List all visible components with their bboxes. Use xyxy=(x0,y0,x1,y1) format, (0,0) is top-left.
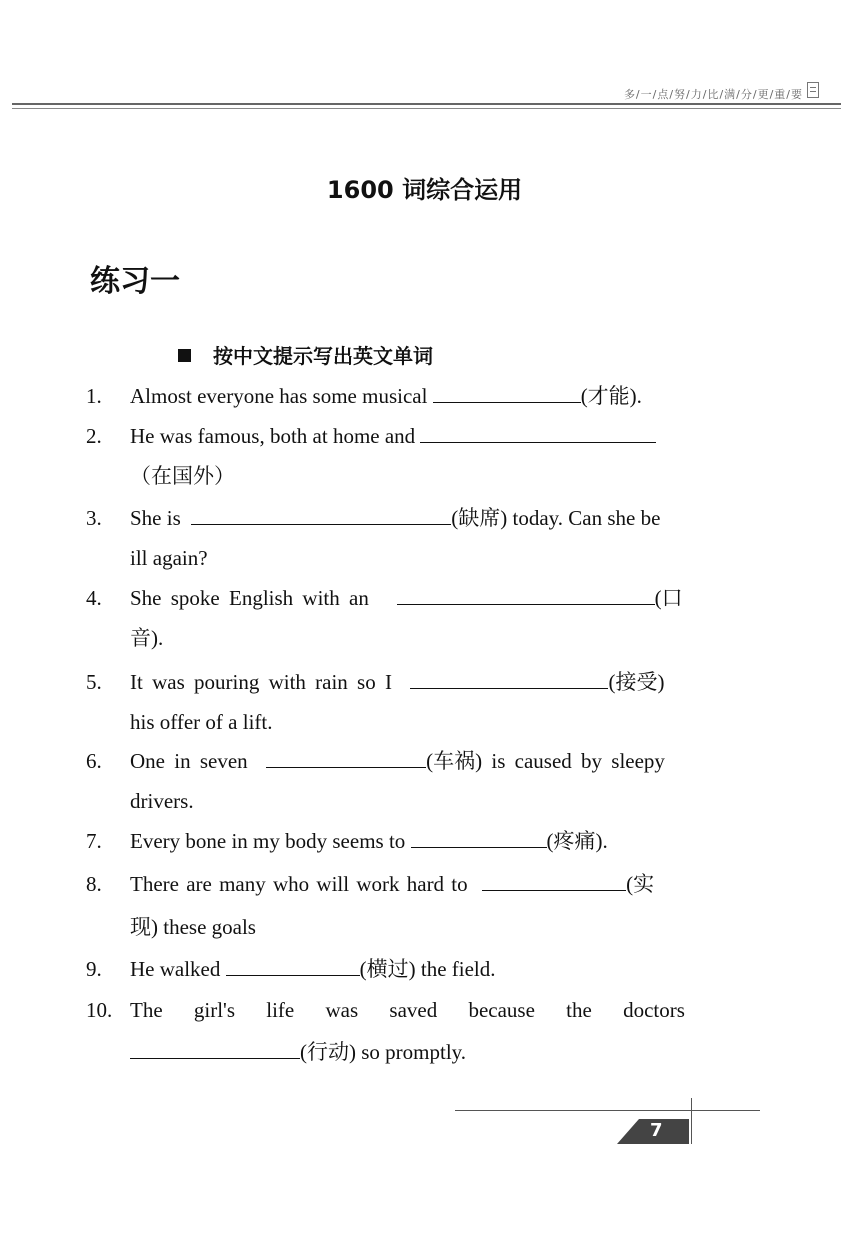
answer-blank[interactable] xyxy=(420,420,656,443)
section-title: 练习一 xyxy=(90,264,180,299)
question-line: She is (缺席) today. Can she be xyxy=(130,498,660,538)
question-line: （在国外） xyxy=(130,464,235,488)
page-number: 7 xyxy=(650,1120,663,1141)
answer-blank[interactable] xyxy=(482,868,626,891)
answer-blank[interactable] xyxy=(433,380,581,403)
question-line: One in seven (车祸) is caused by sleepy xyxy=(130,741,665,781)
instruction-text: 按中文提示写出英文单词 xyxy=(213,344,433,368)
footer-rule xyxy=(455,1110,760,1111)
question-line: Every bone in my body seems to (疼痛). xyxy=(130,821,608,861)
answer-blank[interactable] xyxy=(410,666,608,689)
answer-blank[interactable] xyxy=(411,825,547,848)
question-line: 音). xyxy=(130,626,164,650)
answer-blank[interactable] xyxy=(226,953,360,976)
header-rule-thin xyxy=(12,108,841,109)
question-number: 5. xyxy=(86,670,102,694)
question-line: drivers. xyxy=(130,789,194,813)
question-number: 4. xyxy=(86,586,102,610)
question-line: The girl's life was saved because the doctors xyxy=(130,998,685,1022)
question-number: 3. xyxy=(86,506,102,530)
question-line: Almost everyone has some musical (才能). xyxy=(130,376,642,416)
answer-blank[interactable] xyxy=(397,582,655,605)
question-number: 1. xyxy=(86,384,102,408)
question-line: He walked (横过) the field. xyxy=(130,949,496,989)
page-title: 1600 词综合运用 xyxy=(326,176,523,204)
answer-blank[interactable] xyxy=(266,745,426,768)
question-line: There are many who will work hard to (实 xyxy=(130,864,654,904)
question-line: She spoke English with an (口 xyxy=(130,578,683,618)
question-number: 10. xyxy=(86,998,113,1022)
question-number: 9. xyxy=(86,957,102,981)
question-line: ill again? xyxy=(130,546,208,570)
question-line: He was famous, both at home and xyxy=(130,416,656,456)
footer-divider xyxy=(691,1098,692,1144)
question-line: It was pouring with rain so I (接受) xyxy=(130,662,664,702)
answer-blank[interactable] xyxy=(130,1036,300,1059)
question-number: 6. xyxy=(86,749,102,773)
question-line: his offer of a lift. xyxy=(130,710,273,734)
answer-blank[interactable] xyxy=(191,502,451,525)
book-icon xyxy=(807,82,819,98)
question-line: (行动) so promptly. xyxy=(130,1032,466,1072)
square-bullet-icon xyxy=(178,349,191,362)
instruction xyxy=(178,340,433,369)
header-rule xyxy=(12,103,841,105)
header-slogan: 多/一/点/努/力/比/满/分/更/重/要 xyxy=(623,88,803,101)
question-number: 8. xyxy=(86,872,102,896)
question-line: 现) these goals xyxy=(130,915,256,939)
question-number: 7. xyxy=(86,829,102,853)
question-number: 2. xyxy=(86,424,102,448)
